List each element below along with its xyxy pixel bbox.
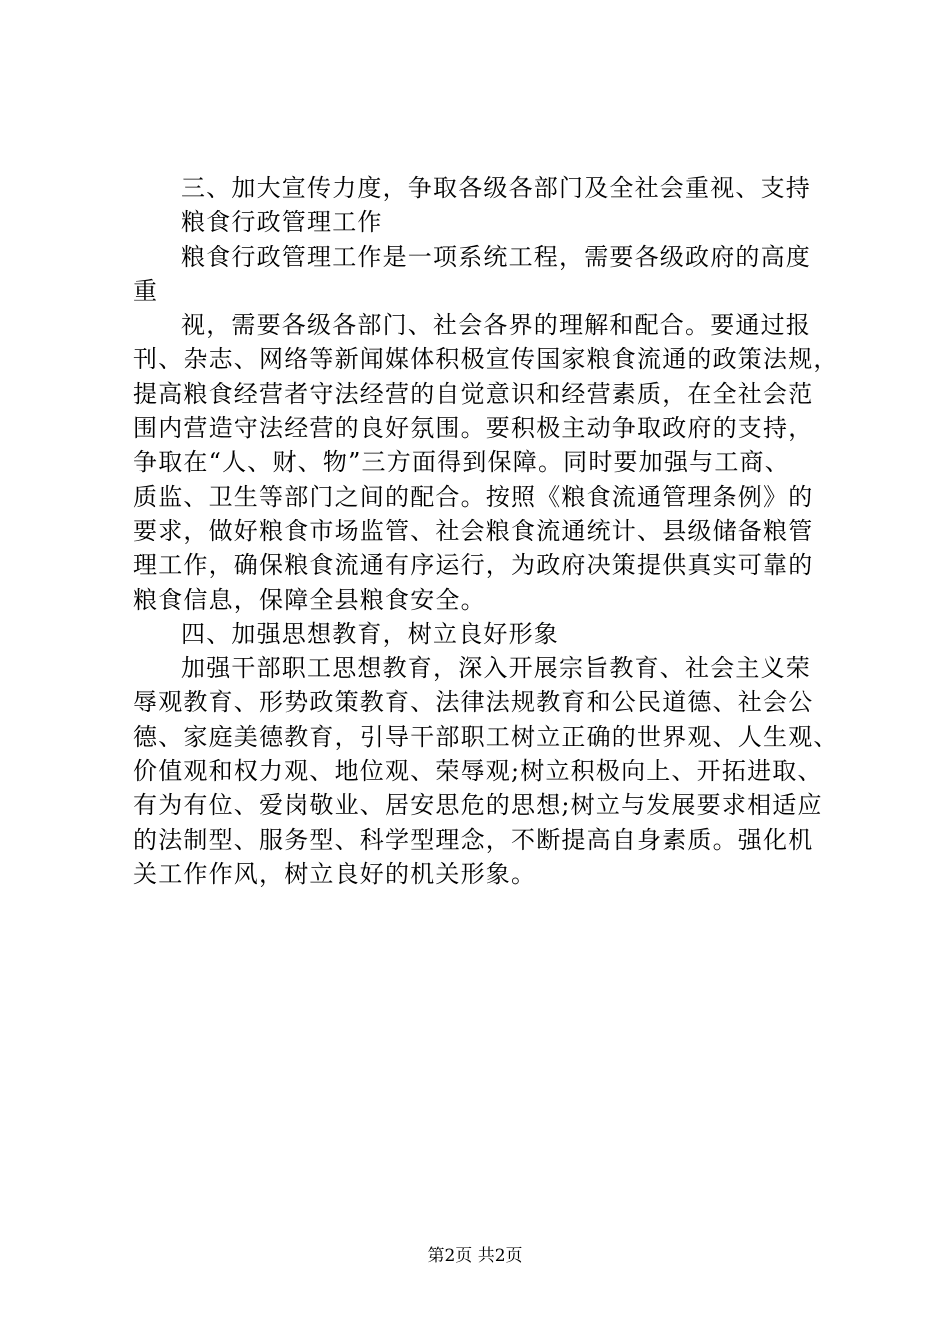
paragraph-line: 重: [133, 276, 159, 305]
page-number-footer: 第2页 共2页: [427, 1246, 523, 1266]
paragraph-line: 理工作，确保粮食流通有序运行，为政府决策提供真实可靠的: [133, 551, 814, 580]
paragraph-line: 的法制型、服务型、科学型理念，不断提高自身素质。强化机: [133, 825, 814, 854]
section-heading-3: 三、加大宣传力度，争取各级各部门及全社会重视、支持: [181, 174, 811, 202]
paragraph-line: 争取在“人、财、物”三方面得到保障。同时要加强与工商、: [133, 448, 790, 477]
paragraph-line: 围内营造守法经营的良好氛围。要积极主动争取政府的支持，: [133, 414, 814, 443]
paragraph-line: 粮食信息，保障全县粮食安全。: [133, 585, 486, 614]
paragraph-line: 德、家庭美德教育，引导干部职工树立正确的世界观、人生观、: [133, 722, 839, 751]
paragraph-line: 要求，做好粮食市场监管、社会粮食流通统计、县级储备粮管: [133, 516, 814, 545]
document-body: [133, 171, 839, 891]
section-heading-3-continued: 粮食行政管理工作: [181, 208, 383, 237]
paragraph-line: 加强干部职工思想教育，深入开展宗旨教育、社会主义荣: [181, 654, 811, 683]
paragraph-line: 价值观和权力观、地位观、荣辱观;树立积极向上、开拓进取、: [133, 757, 823, 786]
paragraph-line: 有为有位、爱岗敬业、居安思危的思想;树立与发展要求相适应: [133, 791, 823, 820]
paragraph-line: 提高粮食经营者守法经营的自觉意识和经营素质，在全社会范: [133, 379, 814, 408]
paragraph-line: 刊、杂志、网络等新闻媒体积极宣传国家粮食流通的政策法规，: [133, 345, 839, 374]
paragraph-line: 辱观教育、形势政策教育、法律法规教育和公民道德、社会公: [133, 688, 814, 717]
paragraph-line: 粮食行政管理工作是一项系统工程，需要各级政府的高度: [181, 242, 811, 271]
paragraph-line: 视，需要各级各部门、社会各界的理解和配合。要通过报: [181, 311, 811, 340]
paragraph-line: 质监、卫生等部门之间的配合。按照《粮食流通管理条例》的: [133, 482, 814, 511]
paragraph-line: 关工作作风，树立良好的机关形象。: [133, 859, 537, 888]
section-heading-4: 四、加强思想教育，树立良好形象: [181, 619, 559, 648]
